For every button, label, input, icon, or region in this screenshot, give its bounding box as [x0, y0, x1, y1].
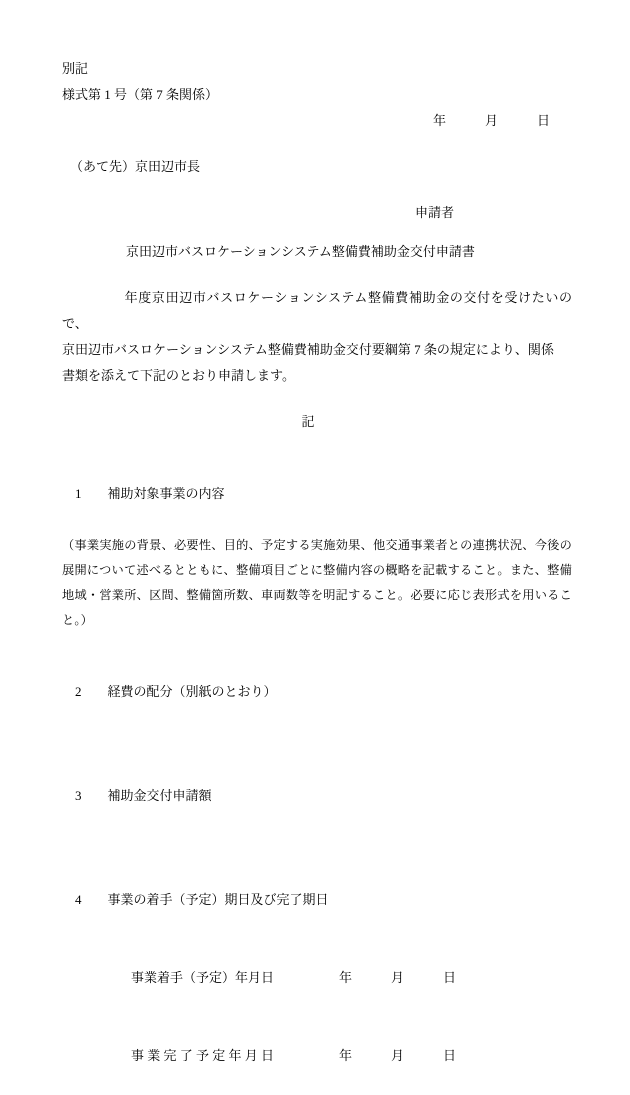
- spacer: [62, 731, 572, 757]
- spacer: [62, 180, 572, 200]
- body-paragraph: [62, 285, 572, 389]
- item-2-label: 経費の配分（別紙のとおり）: [107, 684, 277, 699]
- completion-date-label: 事 業 完 了 予 定 年 月 日: [131, 1048, 275, 1063]
- completion-date-value: 年 月 日: [339, 1048, 457, 1063]
- spacer: [62, 226, 572, 239]
- item-3-label: 補助金交付申請額: [107, 788, 212, 803]
- bekki-label: 別記: [62, 61, 89, 76]
- body-line-1: 年度京田辺市バスロケーションシステム整備費補助金の交付を受けたいので、: [62, 290, 572, 331]
- item-4-number: 4: [75, 892, 82, 907]
- item-1-number: 1: [75, 486, 82, 501]
- item-4-subline-2: [62, 1017, 572, 1095]
- item-1-note: （事業実施の背景、必要性、目的、予定する実施効果、他交通事業者との連携状況、今後の展開について述べるとともに、整備項目ごとに整備内容の概略を記載すること。また、整備地域・営業所、区間、整備箇所数、車両数等を明記すること。必要に応じ表形式を用いること。）: [62, 538, 572, 627]
- applicant-label: 申請者: [414, 205, 454, 220]
- spacer: [62, 633, 572, 653]
- start-date-value: 年 月 日: [339, 970, 457, 985]
- spacer: [62, 265, 572, 285]
- header-date-line: 年 月 日: [432, 113, 550, 128]
- addressee: （あて先）京田辺市長: [70, 159, 201, 174]
- item-3-number: 3: [75, 788, 82, 803]
- spacer: [62, 134, 572, 154]
- item-4: [62, 861, 572, 939]
- body-line-2: 京田辺市バスロケーションシステム整備費補助金交付要綱第 7 条の規定により、関係: [62, 342, 554, 357]
- item-1-label: 補助対象事業の内容: [107, 486, 225, 501]
- ki-marker: 記: [301, 414, 315, 429]
- item-4-label: 事業の着手（予定）期日及び完了期日: [107, 892, 329, 907]
- spacer: [62, 835, 572, 861]
- item-2: [62, 653, 572, 731]
- form-number: 様式第 1 号（第 7 条関係）: [62, 87, 219, 102]
- document-title: 京田辺市バスロケーションシステム整備費補助金交付申請書: [126, 244, 475, 259]
- item-3: [62, 757, 572, 835]
- spacer: [62, 435, 572, 455]
- spacer: [62, 389, 572, 409]
- item-2-number: 2: [75, 684, 82, 699]
- item-4-subline-1: [62, 939, 572, 1017]
- start-date-label: 事業着手（予定）年月日: [131, 970, 275, 985]
- item-1: [62, 455, 572, 533]
- body-line-3: 書類を添えて下記のとおり申請します。: [62, 368, 295, 383]
